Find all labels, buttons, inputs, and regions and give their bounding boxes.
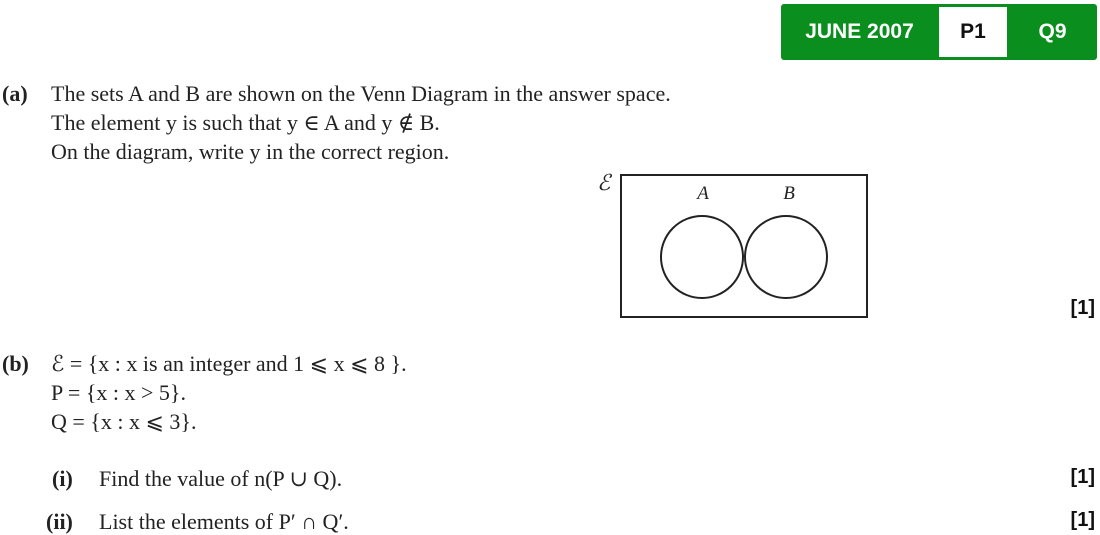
set-b-label: B (783, 183, 795, 204)
part-a-line-1: The sets A and B are shown on the Venn Diagram in the answer space. (51, 81, 671, 106)
venn-diagram[interactable] (590, 168, 880, 323)
part-b-ii-marks: [1] (1070, 509, 1095, 531)
universal-set-rectangle (621, 175, 867, 317)
universal-set-definition: ℰ = {x : x is an integer and 1 ⩽ x ⩽ 8 }. (51, 351, 407, 376)
set-a-label: A (697, 183, 709, 204)
part-b-ii-label: (ii) (46, 509, 73, 534)
universal-set-symbol: ℰ (597, 170, 611, 195)
paper-number: P1 (939, 7, 1007, 57)
question-badge (781, 4, 1097, 60)
exam-session: JUNE 2007 (805, 20, 914, 43)
set-b-circle (745, 216, 827, 298)
set-a-circle (661, 216, 743, 298)
part-b-i-label: (i) (52, 466, 73, 491)
part-b-i-question: Find the value of n(P ∪ Q). (99, 466, 343, 491)
set-q-definition: Q = {x : x ⩽ 3}. (51, 409, 197, 434)
part-b-label: (b) (2, 351, 29, 376)
part-a-line-2: The element y is such that y ∈ A and y ∉ B. (51, 110, 440, 135)
set-p-definition: P = {x : x > 5}. (51, 380, 186, 405)
part-b-ii-question: List the elements of P′ ∩ Q′. (99, 509, 349, 534)
part-a-line-3: On the diagram, write y in the correct region. (51, 139, 450, 164)
part-b-i-marks: [1] (1070, 466, 1095, 488)
part-a-marks: [1] (1070, 297, 1095, 319)
part-a-label: (a) (2, 81, 28, 106)
question-number: Q9 (1038, 20, 1067, 43)
